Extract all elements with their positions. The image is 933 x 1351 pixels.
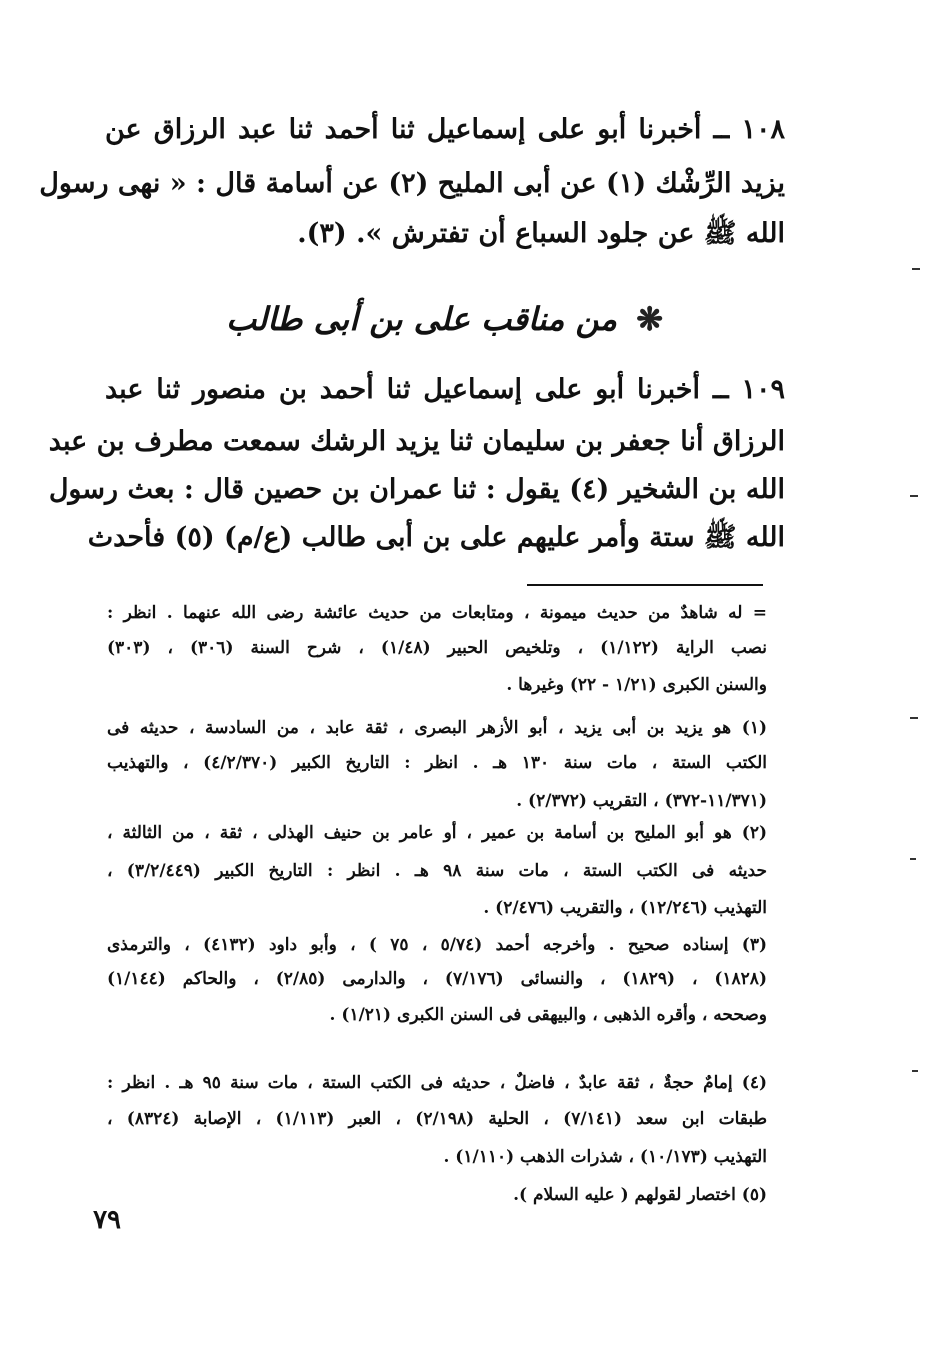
footnote-line: والسنن الكبرى (١/٢١ - ٢٢) وغيرها . [506,675,767,695]
paragraph-109-line-1: ١٠٩ ــ أخبرنا أبو على إسماعيل ثنا أحمد بن منصور ثنا عبد [105,374,785,405]
footnote-line: طبقات ابن سعد (٧/١٤١) ، الحلية (٢/١٩٨) ، العبر (١/١١٣) ، الإصابة (٨٣٢٤) ، [107,1109,768,1129]
paragraph-108-line-1: ١٠٨ ــ أخبرنا أبو على إسماعيل ثنا أحمد ثنا عبد الرزاق عن [105,114,785,145]
footnote-line: (٤) إمامٌ حجةٌ ، ثقة عابدٌ ، فاضلٌ ، حديثه فى الكتب الستة ، مات سنة ٩٥ هـ . انظر : [107,1073,768,1093]
footnote-line: (٣) إسناده صحيح . وأخرجه أحمد (٥/٧٤ ، ٧٥ ) ، وأبو داود (٤١٣٢) ، والترمذى [107,935,768,955]
section-heading-text: من مناقب على بن أبى طالب [226,300,618,338]
paragraph-108-line-2: يزيد الرِّشْك (١) عن أبى المليح (٢) عن أسامة قال : « نهى رسول [39,168,785,199]
scan-edge-mark [910,858,916,860]
footnote-line: = له شاهدٌ من حديث ميمونة ، ومتابعات من حديث عائشة رضى الله عنهما . انظر : [107,603,767,623]
paragraph-109-line-2: الرزاق أنا جعفر بن سليمان ثنا يزيد الرشك سمعت مطرف بن عبد [48,426,785,457]
footnote-line: (٢) هو أبو المليح بن أسامة بن عمير ، أو عامر بن حنيف الهذلى ، ثقة ، من الثالثة ، [107,823,767,843]
scan-edge-mark [912,1070,918,1072]
paragraph-109-line-4: الله ﷺ ستة وأمر عليهم على بن أبى طالب (ع/م) (٥) فأحدث [87,522,785,553]
footnote-line: نصب الراية (١/١٢٢) ، وتلخيص الحبير (١/٤٨) ، شرح السنة (٣٠٦) ، (٣٠٣) [107,638,767,658]
footnote-separator [527,584,763,586]
scan-edge-mark [912,268,920,270]
page-number: ٧٩ [93,1205,121,1235]
footnote-line: (١١/٣٧١-٣٧٢) ، التقريب (٢/٣٧٢) . [516,791,767,811]
footnote-line: (١٨٢٨) ، (١٨٢٩) ، والنسائى (٧/١٧٦) ، والدارمى (٢/٨٥) ، والحاكم (١/١٤٤) [107,969,767,989]
section-heading [226,300,663,338]
scan-edge-mark [910,717,918,719]
scan-edge-mark [910,495,918,497]
paragraph-108-line-3: الله ﷺ عن جلود السباع أن تفترش ». (٣). [297,218,785,249]
footnote-line: وصححه ، وأقره الذهبى ، والبيهقى فى السنن الكبرى (١/٢١) . [329,1005,767,1025]
flower-ornament-icon: ❋ [636,300,663,338]
footnote-line: الكتب الستة ، مات سنة ١٣٠ هـ . انظر : التاريخ الكبير (٤/٢/٣٧٠) ، والتهذيب [107,753,767,773]
footnote-line: (٥) اختصار لقولهم ( عليه السلام ). [513,1185,767,1205]
footnote-line: حديثه فى الكتب الستة ، مات سنة ٩٨ هـ . انظر : التاريخ الكبير (٣/٢/٤٤٩) ، [107,861,767,881]
paragraph-109-line-3: الله بن الشخير (٤) يقول : ثنا عمران بن حصين قال : بعث رسول [48,474,785,505]
footnote-line: التهذيب (١٠/١٧٣) ، شذرات الذهب (١/١١٠) . [443,1147,767,1167]
footnote-line: التهذيب (١٢/٢٤٦) ، والتقريب (٢/٤٧٦) . [483,898,767,918]
footnote-line: (١) هو يزيد بن أبى يزيد ، أبو الأزهر البصرى ، ثقة عابد ، من السادسة ، حديثه فى [107,718,767,738]
